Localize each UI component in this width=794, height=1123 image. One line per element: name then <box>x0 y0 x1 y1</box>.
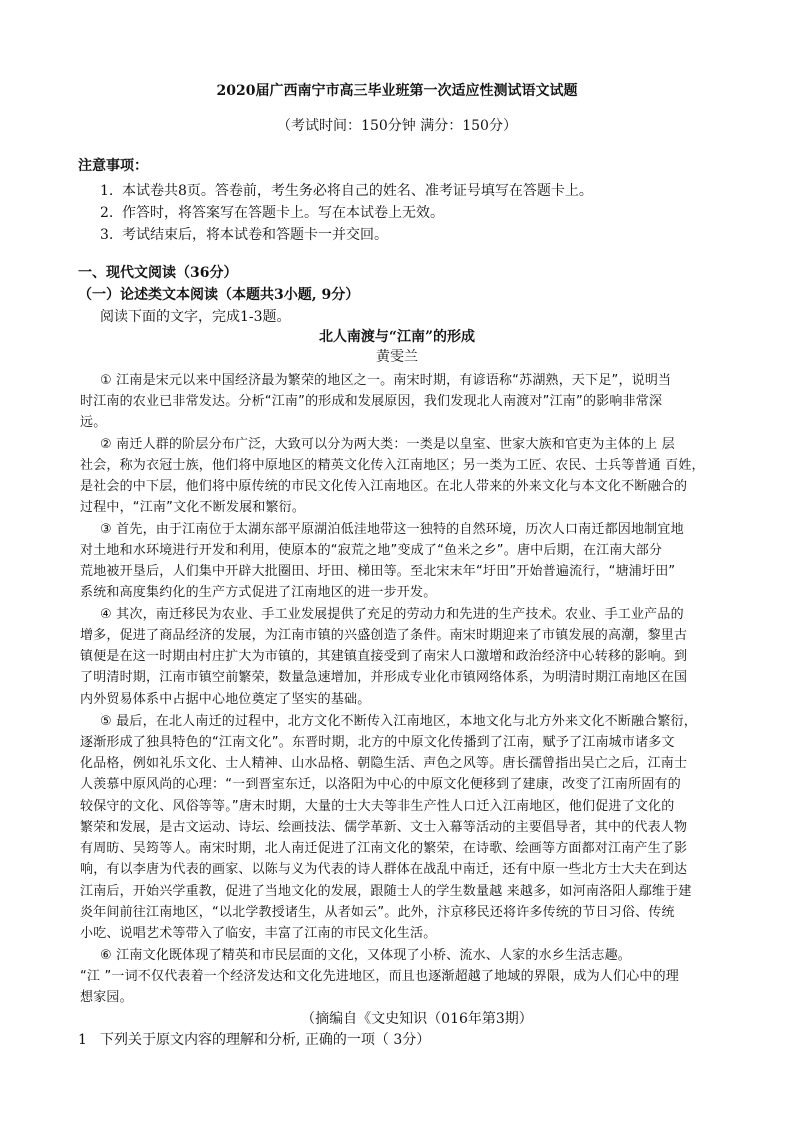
question-1 <box>78 1029 430 1049</box>
note-number: 1. <box>100 183 114 199</box>
article-line: 时江南的农业已非常发达。分析“江南”的形成和发展原因，我们发现北人南渡对”江南”的影响非常深 <box>80 394 663 409</box>
article-line: 系统和高度集约化的生产方式促进了江南地区的进一步开发。 <box>80 585 437 600</box>
note-item <box>100 202 444 222</box>
note-number: 3. <box>100 227 114 243</box>
article-line: 远。 <box>80 415 107 430</box>
article-line: 社会，称为衣冠士族，他们将中原地区的精英文化传入江南地区；另一类为工匠、农民、士兵等普通 百姓， <box>80 458 705 473</box>
article-line: 逐渐形成了独具特色的“江南文化”。东晋时期，北方的中原文化传播到了江南，赋予了江南城市诸多文 <box>80 735 675 750</box>
article-line: 人羡慕中原风尚的心理：“一到晋室东迁，以洛阳为中心的中原文化便移到了建康，改变了江南所固有的 <box>80 777 681 792</box>
note-item <box>100 224 388 244</box>
article-line: 了明清时期，江南市镇空前繁荣，数量急速增加，并形成专业化市镇网络体系，为明清时期江南地区在国 <box>80 670 688 685</box>
article-author: 黄雯兰 <box>376 349 418 365</box>
article-line: 繁荣和发展，是古文运动、诗坛、绘画技法、儒学革新、文士入幕等活动的主要倡导者，其中的代表人物 <box>80 820 688 835</box>
reading-instruction: 阅读下面的文字，完成1-3题。 <box>100 309 291 325</box>
article-title: 北人南渡与“江南”的形成 <box>318 329 476 345</box>
article-line: 荒地被开垦后，人们集中开辟大批圈田、圩田、梯田等。至北宋末年“圩田”开始普遍流行，“塘浦圩田” <box>80 564 676 579</box>
article-line: 化品格，例如礼乐文化、士人精神、山水品格、朝隐生活、声色之风等。唐长孺曾指出吴亡之后，江南士 <box>80 756 688 771</box>
article-source: （摘编自《文史知识（016年第3期） <box>301 1011 533 1027</box>
article-line: ③ 首先，由于江南位于太湖东部平原湖泊低洼地带这一独特的自然环境，历次人口南迁都因地制宜地 <box>100 522 684 537</box>
article-line: 镇便是在这一时期由村庄扩大为市镇的，其建镇直接受到了南宋人口激增和政治经济中心转移的影响。到 <box>80 649 688 664</box>
note-item <box>100 180 593 200</box>
note-text: 作答时，将答案写在答题卡上。写在本试卷上无效。 <box>122 205 444 221</box>
article-line: 是社会的中下层，他们将中原传统的市民文化传入江南地区。在北人带来的外来文化与本文化不断融合的 <box>80 479 688 494</box>
exam-title: 2020届广西南宁市高三毕业班第一次适应性测试语文试题 <box>216 83 578 99</box>
article-line: ② 南迁人群的阶层分布广泛，大致可以分为两大类：一类是以皇室、世家大族和官吏为主体的上 层 <box>100 437 675 452</box>
article-line: ④ 其次，南迁移民为农业、手工业发展提供了充足的劳动力和先进的生产技术。农业、手工业产品的 <box>100 607 684 622</box>
article-line: ① 江南是宋元以来中国经济最为繁荣的地区之一。南宋时期，有谚语称“苏湖熟，天下足”，说明当 <box>100 373 672 388</box>
article-line: 过程中，“江南”文化不断发展和繁衍。 <box>80 500 306 515</box>
note-text: 考试结束后，将本试卷和答题卡一并交回。 <box>122 227 388 243</box>
article-line: ⑤ 最后，在北人南迁的过程中，北方文化不断传入江南地区，本地文化与北方外来文化不断融合繁衍， <box>100 714 697 729</box>
article-line: 炎年间前往江南地区，“以北学教授诸生，从者如云”。此外，汴京移民还将许多传统的节日习俗、传统 <box>80 905 675 920</box>
note-text: 本试卷共8页。答卷前，考生务必将自己的姓名、准考证号填写在答题卡上。 <box>122 183 593 199</box>
article-line: 较保守的文化、风俗等等。”唐末时期，大量的士大夫等非生产性人口迁入江南地区，他们促进了文化的 <box>80 799 675 814</box>
article-line: 响，有以李唐为代表的画家、以陈与义为代表的诗人群体在战乱中南迁，还有中原一些北方士大夫在到达 <box>80 862 688 877</box>
article-line: 想家园。 <box>80 990 133 1005</box>
article-line: 增多，促进了商品经济的发展，为江南市镇的兴盛创造了条件。南宋时期迎来了市镇发展的高潮，黎里古 <box>80 628 688 643</box>
question-number: 1 <box>78 1032 87 1048</box>
article-line: 内外贸易体系中占据中心地位奠定了坚实的基础。 <box>80 692 371 707</box>
article-line: “江 ”一词不仅代表着一个经济发达和文化先进地区，而且也逐渐超越了地域的界限，成为人们心中的理 <box>80 969 680 984</box>
article-line: ⑥ 江南文化既体现了精英和市民层面的文化，又体现了小桥、流水、人家的水乡生活志趣。 <box>100 948 631 963</box>
note-number: 2. <box>100 205 114 221</box>
section-subheading: （一）论述类文本阅读（本题共3小题, 9分） <box>78 287 360 303</box>
exam-subtitle: （考试时间：150分钟 满分：150分） <box>277 118 517 134</box>
article-line: 小吃、说唱艺术等带入了临安，丰富了江南的市民文化生活。 <box>80 926 437 941</box>
article-line: 有周昉、吴筠等人。南宋时期，北人南迁促进了江南文化的繁荣，在诗歌、绘画等方面都对江南产生了影 <box>80 841 688 856</box>
question-text: 下列关于原文内容的理解和分析, 正确的一项（ 3分） <box>100 1032 431 1048</box>
article-line: 江南后，开始兴学重教，促进了当地文化的发展，跟随士人的学生数量越 来越多，如河南洛阳人鄢维于建 <box>80 884 692 899</box>
section-heading: 一、现代文阅读（36分） <box>78 265 238 281</box>
notes-heading: 注意事项： <box>78 158 148 174</box>
article-line: 对土地和水环境进行开发和利用，使原本的“寂荒之地”变成了“鱼米之乡”。唐中后期，在江南大部分 <box>80 543 663 558</box>
